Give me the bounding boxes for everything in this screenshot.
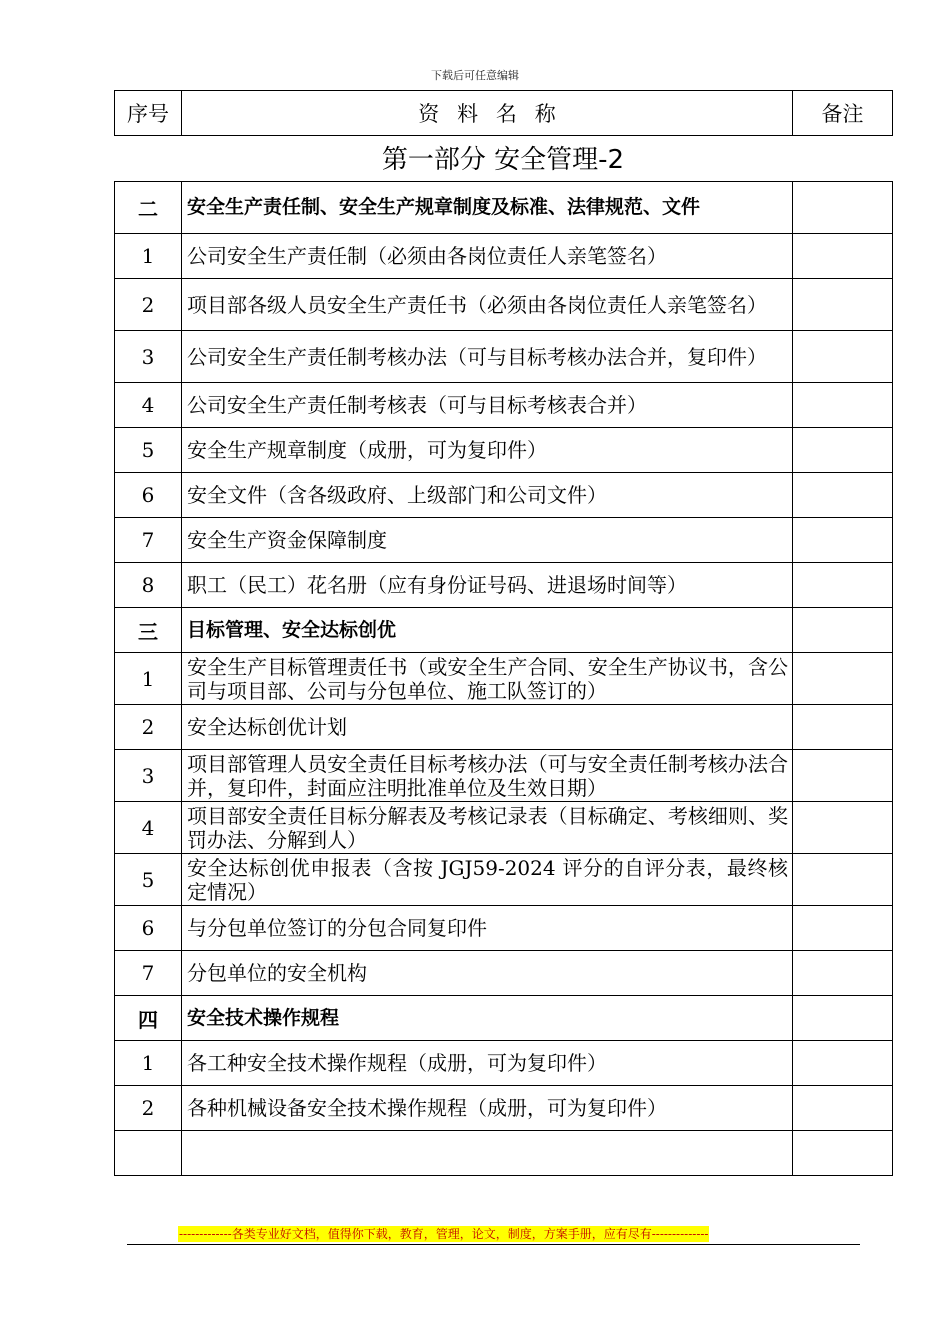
row-serial-number: 5 xyxy=(115,428,182,473)
row-remark xyxy=(793,563,893,608)
row-document-name: 各种机械设备安全技术操作规程（成册，可为复印件） xyxy=(182,1086,793,1131)
row-remark xyxy=(793,705,893,750)
table-row xyxy=(115,234,893,279)
table-row xyxy=(115,279,893,331)
column-header-table xyxy=(114,90,893,136)
footer-divider xyxy=(127,1244,860,1245)
table-row xyxy=(115,750,893,802)
table-row xyxy=(115,951,893,996)
row-serial-number: 3 xyxy=(115,750,182,802)
table-row xyxy=(115,705,893,750)
row-serial-number: 6 xyxy=(115,473,182,518)
row-serial-number xyxy=(115,1131,182,1176)
row-document-name: 职工（民工）花名册（应有身份证号码、进退场时间等） xyxy=(182,563,793,608)
page-header-note: 下载后可任意编辑 xyxy=(431,69,519,82)
document-list-table xyxy=(114,181,893,1176)
row-remark xyxy=(793,951,893,996)
table-row xyxy=(115,802,893,854)
row-serial-number: 2 xyxy=(115,705,182,750)
row-document-name: 目标管理、安全达标创优 xyxy=(182,608,793,653)
row-serial-number: 2 xyxy=(115,279,182,331)
row-serial-number: 3 xyxy=(115,331,182,383)
header-remark: 备注 xyxy=(793,91,893,136)
row-serial-number: 四 xyxy=(115,996,182,1041)
header-serial-number: 序号 xyxy=(115,91,182,136)
row-remark xyxy=(793,996,893,1041)
row-document-name: 公司安全生产责任制（必须由各岗位责任人亲笔签名） xyxy=(182,234,793,279)
table-group-row xyxy=(115,182,893,234)
row-document-name: 安全生产目标管理责任书（或安全生产合同、安全生产协议书，含公司与项目部、公司与分包单位、施工队签订的） xyxy=(182,653,793,705)
row-serial-number: 6 xyxy=(115,906,182,951)
row-document-name: 安全达标创优计划 xyxy=(182,705,793,750)
row-serial-number: 1 xyxy=(115,234,182,279)
row-remark xyxy=(793,608,893,653)
table-row xyxy=(115,473,893,518)
row-serial-number: 2 xyxy=(115,1086,182,1131)
row-document-name: 分包单位的安全机构 xyxy=(182,951,793,996)
row-serial-number: 7 xyxy=(115,951,182,996)
row-serial-number: 4 xyxy=(115,383,182,428)
row-document-name: 安全生产规章制度（成册，可为复印件） xyxy=(182,428,793,473)
document-list-body xyxy=(115,182,893,1176)
row-document-name: 安全技术操作规程 xyxy=(182,996,793,1041)
row-serial-number: 1 xyxy=(115,653,182,705)
row-document-name: 安全生产资金保障制度 xyxy=(182,518,793,563)
row-remark xyxy=(793,473,893,518)
row-remark xyxy=(793,383,893,428)
row-document-name: 公司安全生产责任制考核表（可与目标考核表合并） xyxy=(182,383,793,428)
row-document-name: 安全达标创优申报表（含按 JGJ59-2024 评分的自评分表，最终核定情况） xyxy=(182,854,793,906)
table-row xyxy=(115,854,893,906)
row-serial-number: 8 xyxy=(115,563,182,608)
row-remark xyxy=(793,750,893,802)
row-document-name: 安全生产责任制、安全生产规章制度及标准、法律规范、文件 xyxy=(182,182,793,234)
row-serial-number: 5 xyxy=(115,854,182,906)
row-remark xyxy=(793,182,893,234)
row-remark xyxy=(793,653,893,705)
table-group-row xyxy=(115,996,893,1041)
table-row xyxy=(115,653,893,705)
row-serial-number: 7 xyxy=(115,518,182,563)
row-remark xyxy=(793,1041,893,1086)
row-document-name: 与分包单位签订的分包合同复印件 xyxy=(182,906,793,951)
table-group-row xyxy=(115,608,893,653)
row-serial-number: 二 xyxy=(115,182,182,234)
row-document-name: 项目部管理人员安全责任目标考核办法（可与安全责任制考核办法合并，复印件，封面应注明批准单位及生效日期） xyxy=(182,750,793,802)
row-remark xyxy=(793,854,893,906)
row-document-name: 项目部各级人员安全生产责任书（必须由各岗位责任人亲笔签名） xyxy=(182,279,793,331)
section-title: 第一部分 安全管理-2 xyxy=(381,145,625,175)
row-remark xyxy=(793,1086,893,1131)
row-document-name xyxy=(182,1131,793,1176)
row-remark xyxy=(793,802,893,854)
table-row xyxy=(115,428,893,473)
header-document-name: 资料名称 xyxy=(182,91,793,136)
row-remark xyxy=(793,906,893,951)
row-remark xyxy=(793,331,893,383)
column-header-row xyxy=(115,91,893,136)
row-document-name: 项目部安全责任目标分解表及考核记录表（目标确定、考核细则、奖罚办法、分解到人） xyxy=(182,802,793,854)
table-row xyxy=(115,331,893,383)
row-remark xyxy=(793,234,893,279)
table-row xyxy=(115,1086,893,1131)
table-row xyxy=(115,1131,893,1176)
row-document-name: 各工种安全技术操作规程（成册，可为复印件） xyxy=(182,1041,793,1086)
table-row xyxy=(115,563,893,608)
row-serial-number: 4 xyxy=(115,802,182,854)
table-row xyxy=(115,906,893,951)
row-document-name: 安全文件（含各级政府、上级部门和公司文件） xyxy=(182,473,793,518)
row-serial-number: 三 xyxy=(115,608,182,653)
footer-promo-text: -------------各类专业好文档，值得你下载，教育，管理，论文，制度，方案手册，应有尽有-------------- xyxy=(179,1227,709,1241)
row-remark xyxy=(793,279,893,331)
row-remark xyxy=(793,1131,893,1176)
row-remark xyxy=(793,518,893,563)
table-row xyxy=(115,1041,893,1086)
row-serial-number: 1 xyxy=(115,1041,182,1086)
row-document-name: 公司安全生产责任制考核办法（可与目标考核办法合并，复印件） xyxy=(182,331,793,383)
row-remark xyxy=(793,428,893,473)
table-row xyxy=(115,518,893,563)
table-row xyxy=(115,383,893,428)
